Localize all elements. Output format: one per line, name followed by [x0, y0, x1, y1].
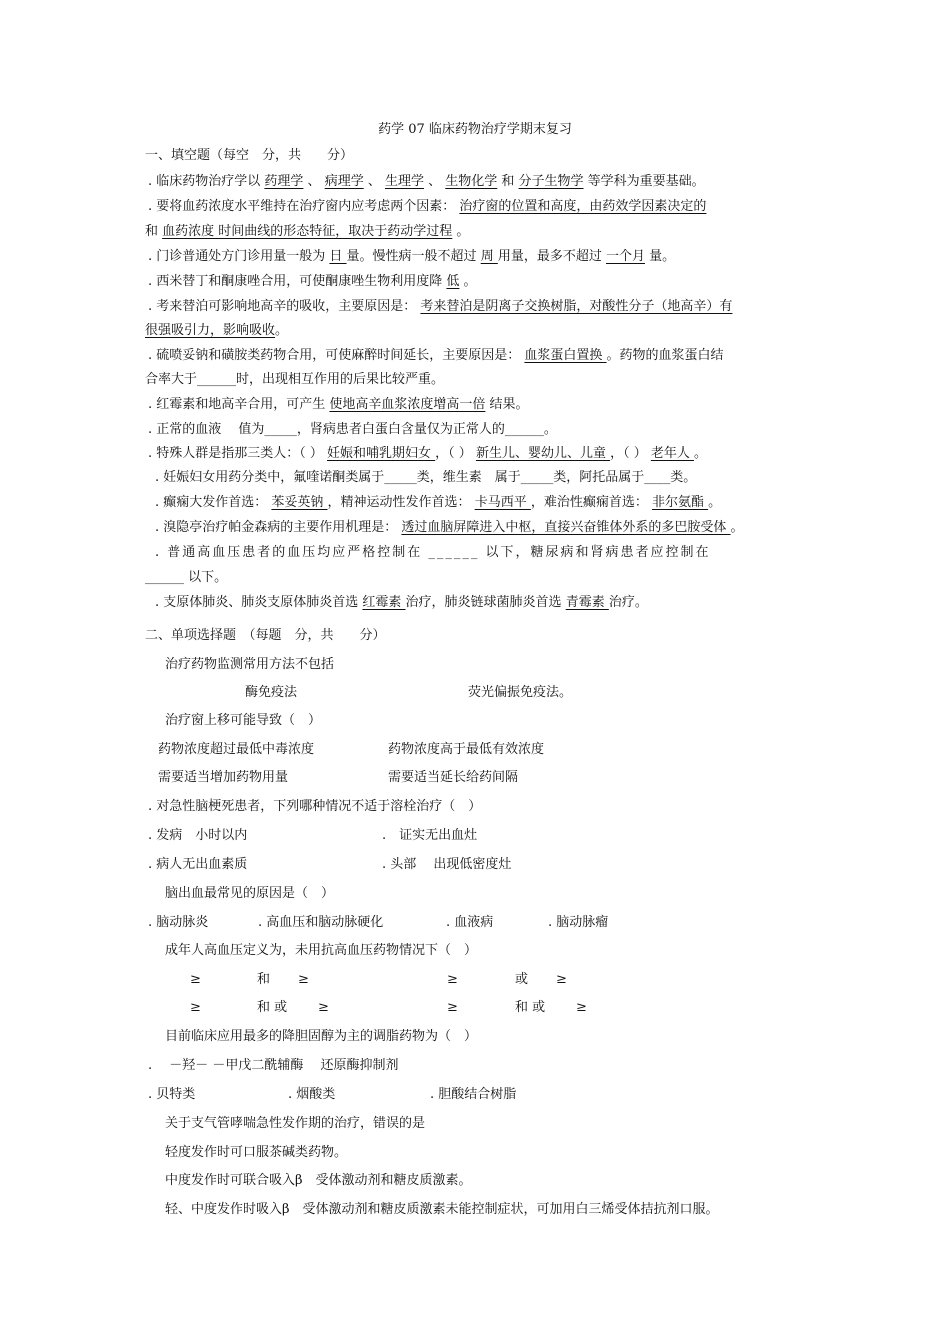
choice-2-option: 需要适当延长给药间隔 — [388, 770, 519, 785]
choice-2-option: 药物浓度高于最低有效浓度 — [388, 742, 545, 757]
choice-question-3: . 对急性脑梗死患者，下列哪种情况不适于溶栓治疗（ ） — [148, 799, 482, 814]
choice-5-symbol: 和 或 — [257, 1000, 288, 1015]
choice-5-symbol: ≥ — [576, 1000, 587, 1015]
choice-6-option: . 胆酸结合树脂 — [430, 1087, 517, 1102]
choice-question-7: 关于支气管哮喘急性发作期的治疗，错误的是 — [165, 1116, 426, 1131]
question-6: . 硫喷妥钠和磺胺类药物合用，可使麻醉时间延长，主要原因是： 血浆蛋白置换 。药物的血浆蛋白结 — [148, 348, 724, 363]
choice-6-option: . 烟酸类 — [288, 1087, 336, 1102]
choice-2-option: 药物浓度超过最低中毒浓度 — [158, 742, 315, 757]
question-13: . 普通高血压患者的血压均应严格控制在 ______ 以下，糖尿病和肾病患者应控制在 — [155, 545, 711, 560]
choice-1-option: 酶免疫法 — [245, 685, 298, 700]
question-10: . 妊娠妇女用药分类中，氟喹诺酮类属于_____类，维生素 属于_____类，阿托品属于____类。 — [155, 470, 697, 485]
choice-6-option: . －羟－ －甲戊二酰辅酶 还原酶抑制剂 — [148, 1058, 399, 1073]
choice-5-symbol: ≥ — [556, 972, 567, 987]
question-12: . 溴隐亭治疗帕金森病的主要作用机理是： 透过血脑屏障进入中枢，直接兴奋锥体外系的多巴胺受体 。 — [155, 520, 744, 535]
section-heading-fill-blank: 一、填空题（每空 分，共 分） — [145, 148, 354, 163]
question-11: . 癫痫大发作首选： 苯妥英钠 ，精神运动性发作首选： 卡马西平 ，难治性癫痫首选： 非尔氨酯 。 — [155, 495, 722, 510]
section-heading-single-choice: 二、单项选择题 （每题 分，共 分） — [145, 628, 386, 643]
question-7: . 红霉素和地高辛合用，可产生 使地高辛血浆浓度增高一倍 结果。 — [148, 397, 529, 412]
choice-5-symbol: 和 — [257, 972, 271, 987]
choice-4-option: . 脑动脉炎 — [148, 915, 209, 930]
choice-5-symbol: ≥ — [447, 972, 458, 987]
question-9: . 特殊人群是指那三类人：（ ） 妊娠和哺乳期妇女 ，（ ） 新生儿、婴幼儿、儿童 ，（ ） 老年人 。 — [148, 446, 707, 461]
choice-4-option: . 血液病 — [446, 915, 494, 930]
choice-question-6: 目前临床应用最多的降胆固醇为主的调脂药物为（ ） — [165, 1029, 478, 1044]
choice-5-symbol: ≥ — [447, 1000, 458, 1015]
choice-3-option: . 证实无出血灶 — [382, 828, 478, 843]
page-title: 药学 07 临床药物治疗学期末复习 — [378, 122, 572, 137]
choice-question-4: 脑出血最常见的原因是（ ） — [165, 886, 335, 901]
question-13-cont: ______ 以下。 — [145, 570, 228, 585]
choice-3-option: . 发病 小时以内 — [148, 828, 248, 843]
question-4: . 西米替丁和酮康唑合用，可使酮康唑生物利用度降 低 。 — [148, 274, 477, 289]
choice-5-symbol: ≥ — [190, 972, 201, 987]
choice-3-option: . 头部 出现低密度灶 — [382, 857, 512, 872]
choice-question-1: 治疗药物监测常用方法不包括 — [165, 657, 335, 672]
choice-5-symbol: 或 — [515, 972, 529, 987]
choice-7-option: 轻、中度发作时吸入β 受体激动剂和糖皮质激素未能控制症状，可加用白三烯受体拮抗剂口服。 — [165, 1202, 719, 1217]
choice-5-symbol: ≥ — [190, 1000, 201, 1015]
choice-4-option: . 高血压和脑动脉硬化 — [258, 915, 384, 930]
choice-3-option: . 病人无出血素质 — [148, 857, 248, 872]
question-2: . 要将血药浓度水平维持在治疗窗内应考虑两个因素： 治疗窗的位置和高度，由药效学因素决定的 — [148, 199, 707, 214]
choice-7-option: 中度发作时可联合吸入β 受体激动剂和糖皮质激素。 — [165, 1173, 472, 1188]
question-8: . 正常的血液 值为_____，肾病患者白蛋白含量仅为正常人的______。 — [148, 422, 557, 437]
question-5-cont: 很强吸引力，影响吸收。 — [145, 323, 289, 338]
choice-question-5: 成年人高血压定义为，未用抗高血压药物情况下（ ） — [165, 943, 478, 958]
question-14: . 支原体肺炎、肺炎支原体肺炎首选 红霉素 治疗，肺炎链球菌肺炎首选 青霉素 治疗。 — [155, 595, 648, 610]
choice-5-symbol: ≥ — [298, 972, 309, 987]
question-3: . 门诊普通处方门诊用量一般为 日 量。慢性病一般不超过 周 用量，最多不超过 一个月 量。 — [148, 249, 676, 264]
choice-6-option: . 贝特类 — [148, 1087, 196, 1102]
choice-question-2: 治疗窗上移可能导致（ ） — [165, 713, 322, 728]
choice-4-option: . 脑动脉瘤 — [548, 915, 609, 930]
choice-5-symbol: ≥ — [318, 1000, 329, 1015]
question-6-cont: 合率大于______时，出现相互作用的后果比较严重。 — [145, 372, 445, 387]
question-2-cont: 和 血药浓度 时间曲线的形态特征，取决于药动学过程 。 — [145, 224, 470, 239]
question-5: . 考来替泊可影响地高辛的吸收，主要原因是： 考来替泊是阴离子交换树脂，对酸性分子（地高辛）有 — [148, 299, 733, 314]
choice-7-option: 轻度发作时可口服茶碱类药物。 — [165, 1145, 348, 1160]
choice-1-option: 荧光偏振免疫法。 — [468, 685, 573, 700]
choice-5-symbol: 和 或 — [515, 1000, 546, 1015]
choice-2-option: 需要适当增加药物用量 — [158, 770, 289, 785]
question-1: . 临床药物治疗学以 药理学 、 病理学 、 生理学 、 生物化学 和 分子生物学 等学科为重要基础。 — [148, 174, 705, 189]
